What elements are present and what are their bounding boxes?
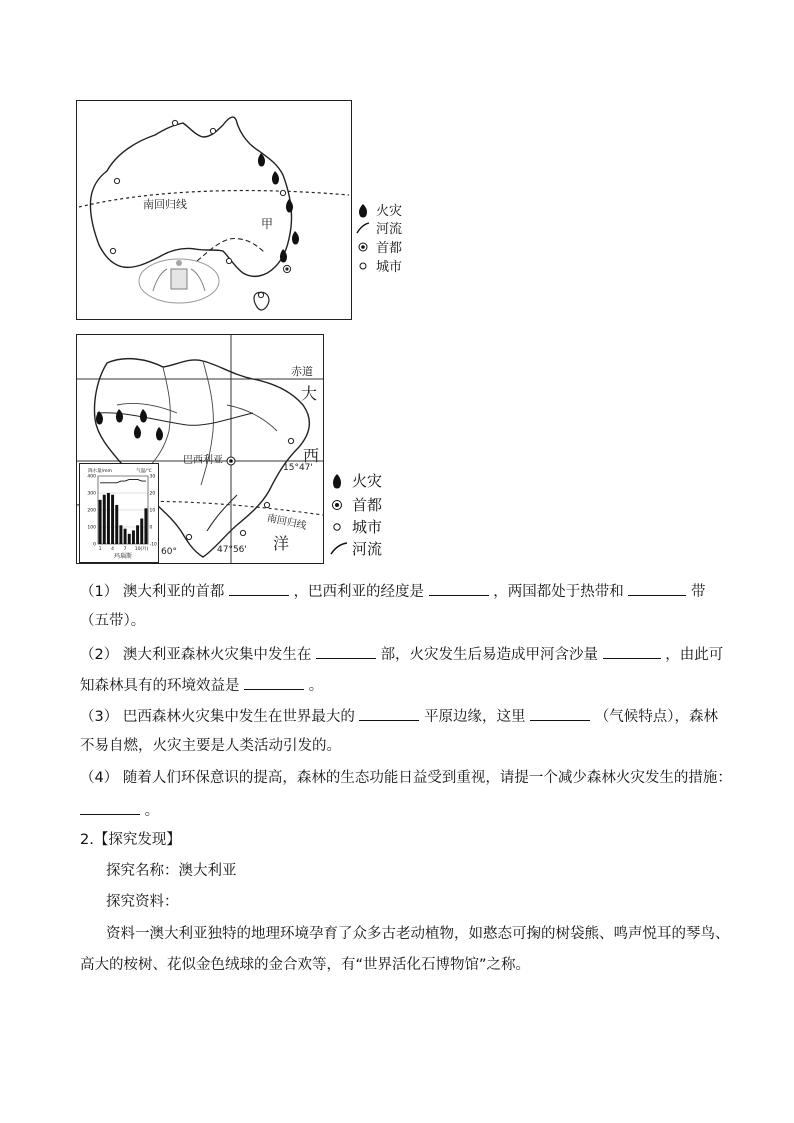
river-icon <box>330 540 348 558</box>
city-marker <box>258 292 263 297</box>
question-4-line-1: （4） 随着人们环保意识的提高，森林的生态功能日益受到重视，请提一个减少森林火灾发生的措施： <box>80 770 732 786</box>
left-axis-label: 降水量/mm <box>88 469 112 474</box>
material-1-line-1: 资料一澳大利亚独特的地理环境孕育了众多古老动植物，如憨态可掬的树袋熊、鸣声悦耳的琴鸟、 <box>106 926 730 942</box>
answer-blank[interactable] <box>229 580 289 596</box>
coord-lon: 47°56' <box>217 545 247 555</box>
answer-blank[interactable] <box>530 705 590 721</box>
legend-item-capital: 首都 <box>330 494 382 515</box>
coord-lat: 15°47' <box>283 463 313 473</box>
legend-item-capital: 首都 <box>356 237 402 256</box>
question-3-line-2: 不易自燃，火灾主要是人类活动引发的。 <box>80 738 341 754</box>
city-marker <box>172 120 177 125</box>
rainfall-bar <box>132 530 135 544</box>
section-2-heading: 2.【探究发现】 <box>80 832 181 848</box>
city-marker <box>240 530 245 535</box>
city-marker <box>110 248 115 253</box>
city-marker <box>280 190 285 195</box>
x-tick-label: 7 <box>123 547 127 552</box>
rainfall-bar <box>124 529 127 544</box>
right-tick-label: 0 <box>149 525 153 531</box>
right-tick-label: -10 <box>149 542 157 548</box>
capital-label: 巴西利亚 <box>183 455 223 466</box>
australia-legend <box>356 200 426 276</box>
city-marker <box>226 258 231 263</box>
right-tick-label: 30 <box>149 474 156 480</box>
x-tick-label: 1 <box>98 547 102 552</box>
question-1-line-2: （五带）。 <box>80 613 146 629</box>
coat-of-arms-emblem <box>139 259 219 303</box>
left-tick-label: 0 <box>93 542 96 548</box>
australia-map-drawing <box>77 101 351 319</box>
fire-marker <box>286 199 293 213</box>
tropic-line <box>79 191 349 207</box>
city-marker <box>264 502 269 507</box>
explore-name: 探究名称：澳大利亚 <box>106 863 237 879</box>
city-marker <box>186 534 191 539</box>
fire-marker <box>140 409 147 423</box>
station-label: 玛瑙斯 <box>113 553 133 560</box>
lon-60: 60° <box>161 547 177 557</box>
fire-marker <box>134 425 141 439</box>
rainfall-bar <box>128 534 131 544</box>
rainfall-bar <box>119 525 122 544</box>
climate-chart <box>80 464 158 562</box>
answer-blank[interactable] <box>603 643 661 659</box>
rainfall-bar <box>111 495 114 544</box>
rainfall-bar <box>107 493 110 544</box>
legend-item-river: 河流 <box>356 218 402 237</box>
answer-blank[interactable] <box>359 705 419 721</box>
x-tick-label: 4 <box>111 547 115 552</box>
ocean-char-2: 西 <box>303 446 320 465</box>
answer-blank[interactable] <box>429 580 489 596</box>
fire-marker <box>292 231 299 245</box>
city-icon <box>356 258 370 274</box>
river-icon <box>356 220 370 236</box>
right-tick-label: 10 <box>149 508 156 514</box>
rainfall-bar <box>99 500 102 544</box>
rainfall-bar <box>115 505 118 544</box>
equator-label: 赤道 <box>291 365 313 378</box>
temperature-line <box>100 479 146 482</box>
question-1-line-1: （1） 澳大利亚的首都 ，巴西利亚的经度是 ，两国都处于热带和 带 <box>80 580 706 602</box>
answer-blank[interactable] <box>316 643 376 659</box>
city-icon <box>330 518 344 536</box>
legend-item-river: 河流 <box>330 538 382 559</box>
fire-icon <box>356 202 370 218</box>
right-axis-label: 气温/℃ <box>136 469 152 474</box>
ocean-char-3: 洋 <box>273 534 290 553</box>
left-tick-label: 300 <box>87 491 96 497</box>
rainfall-bar <box>136 525 139 544</box>
climate-chart-inset <box>79 463 159 563</box>
australia-map <box>76 100 352 320</box>
capital-icon <box>356 239 370 255</box>
answer-blank[interactable] <box>80 799 140 815</box>
question-2-line-1: （2） 澳大利亚森林火灾集中发生在 部，火灾发生后易造成甲河含沙量 ，由此可 <box>80 643 723 665</box>
material-1-line-2: 高大的桉树、花似金色绒球的金合欢等，有“世界活化石博物馆”之称。 <box>80 957 531 973</box>
ocean-char-1: 大 <box>301 384 318 403</box>
river-label-jia: 甲 <box>261 217 274 231</box>
city-marker <box>288 438 293 443</box>
fire-icon <box>330 472 344 490</box>
australia-coastline <box>90 117 291 276</box>
city-marker <box>114 178 119 183</box>
rainfall-bar <box>144 508 147 544</box>
tropic-label: 南回归线 <box>143 198 187 211</box>
question-3-line-1: （3） 巴西森林火灾集中发生在世界最大的 平原边缘，这里 （气候特点），森林 <box>80 705 718 727</box>
brazil-legend <box>330 470 400 562</box>
right-tick-label: 20 <box>149 491 156 497</box>
left-tick-label: 200 <box>87 508 96 514</box>
question-2-line-2: 知森林具有的环境效益是 。 <box>80 674 323 696</box>
question-4-line-2: 。 <box>80 799 159 821</box>
tropic-label: 南回归线 <box>265 512 308 532</box>
legend-item-fire: 火灾 <box>356 200 402 219</box>
capital-icon <box>330 496 344 514</box>
explore-data-label: 探究资料： <box>106 894 179 910</box>
fire-marker <box>272 171 279 185</box>
fire-marker <box>116 409 123 423</box>
x-tick-label: 10(月) <box>134 547 149 552</box>
river <box>207 495 237 531</box>
answer-blank[interactable] <box>628 580 686 596</box>
brazil-map <box>76 334 324 564</box>
left-tick-label: 400 <box>87 474 96 480</box>
legend-item-city: 城市 <box>330 516 382 537</box>
fire-marker <box>156 427 163 441</box>
legend-item-fire: 火灾 <box>330 470 382 491</box>
fire-marker <box>280 249 287 263</box>
rainfall-bar <box>103 495 106 544</box>
left-tick-label: 100 <box>87 525 96 531</box>
answer-blank[interactable] <box>244 674 304 690</box>
rainfall-bar <box>140 519 143 545</box>
legend-item-city: 城市 <box>356 256 402 275</box>
city-marker <box>210 128 215 133</box>
